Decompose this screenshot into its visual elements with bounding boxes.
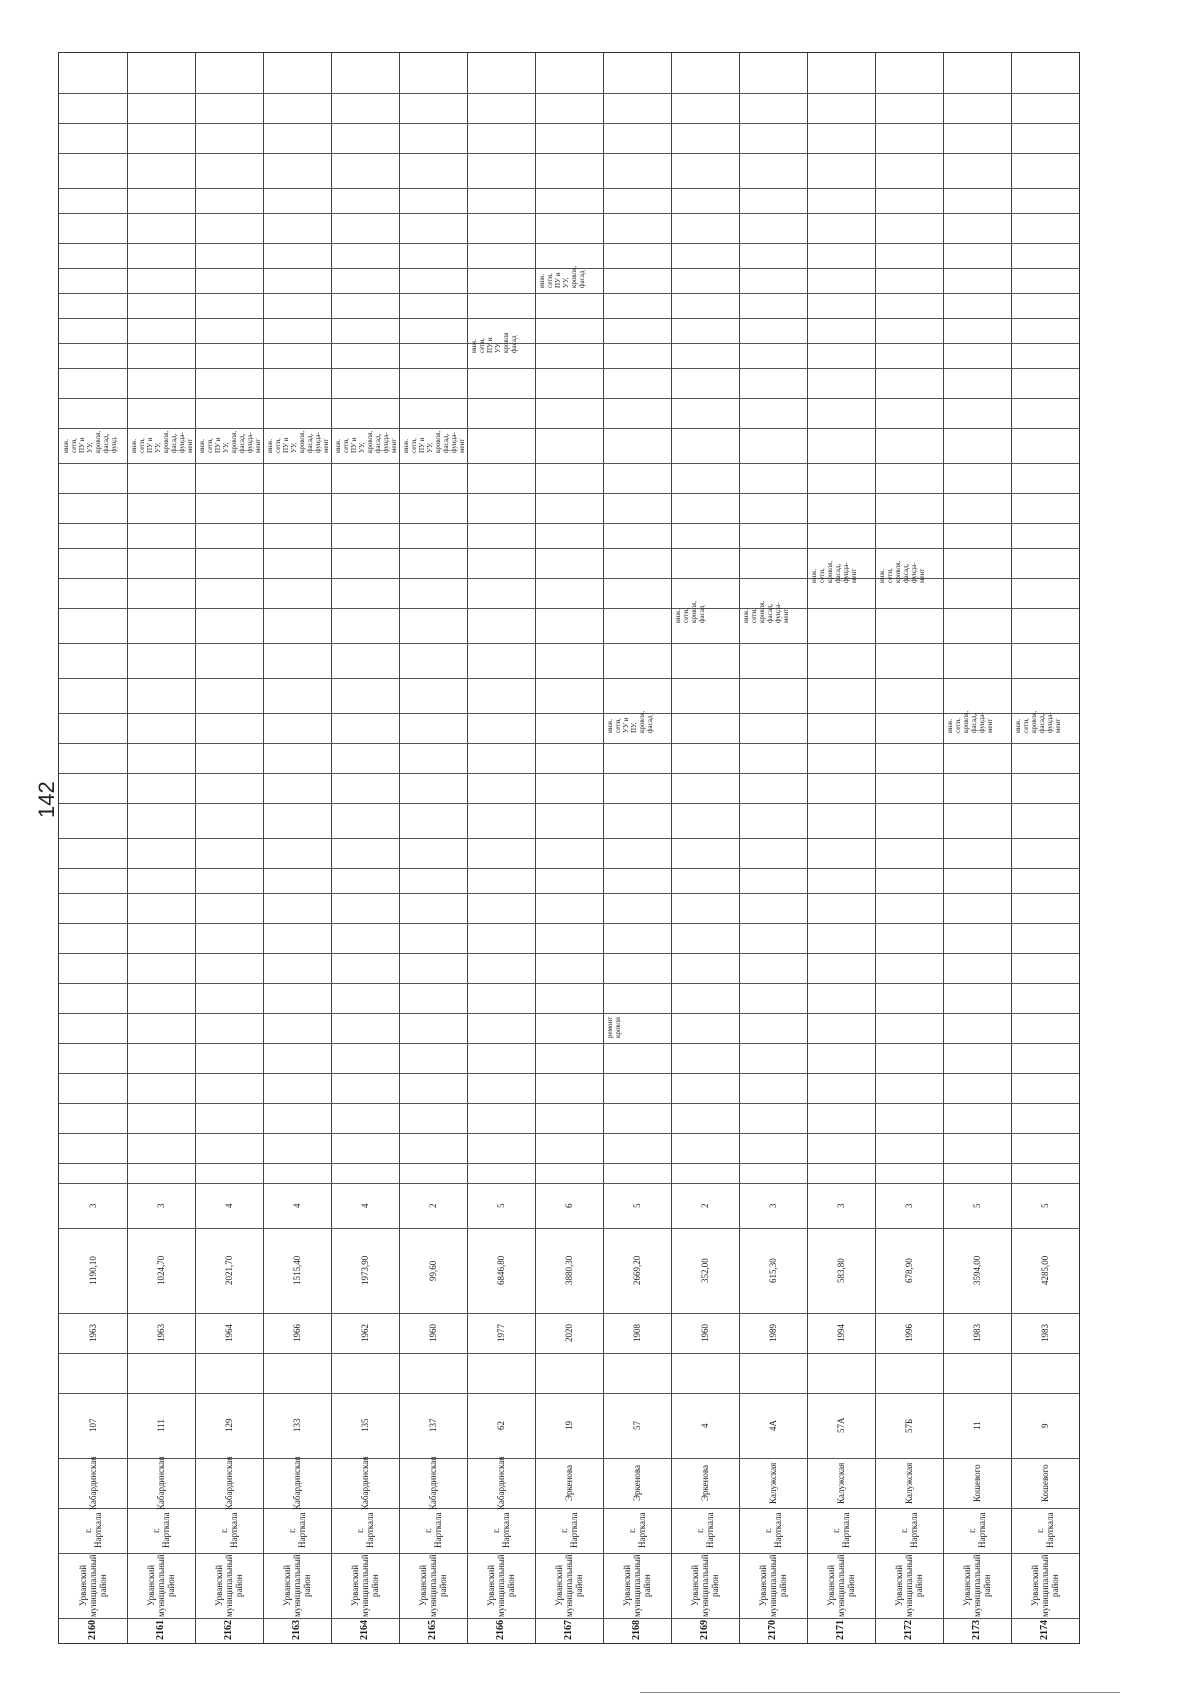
cell-city: г. Нарткала [83,1512,103,1549]
cell-area: 3880,30 [564,1255,574,1286]
repair-schedule-table [58,52,1080,1644]
cell-no: 2173 [971,1620,982,1641]
cell-house: 62 [496,1421,506,1430]
cell-area: 2021,70 [224,1255,234,1286]
cell-year: 1960 [700,1324,710,1342]
work-note: инж. сети, ПУ и УУ, кровля, фасад, фунда- мент [402,430,466,453]
table-grid-line [59,1073,1079,1074]
page-number: 142 [34,781,59,818]
work-note: инж. сети, кровля, фасад, фунда- мент [1014,710,1062,733]
cell-street: Кабардинская [224,1456,234,1510]
table-grid-line [59,803,1079,804]
cell-floors: 5 [972,1203,982,1208]
table-grid-line [59,1013,1079,1014]
cell-city: г. Нарткала [151,1512,171,1549]
cell-year: 1962 [360,1324,370,1342]
cell-year: 1964 [224,1324,234,1342]
cell-house: 133 [292,1418,302,1433]
table-column-divider [807,53,808,1643]
cell-area: 6846,80 [496,1255,506,1286]
cell-city: г. Нарткала [967,1512,987,1549]
cell-street: Кошевого [1040,1464,1050,1502]
cell-year: 2020 [564,1324,574,1342]
bottom-rule [640,1692,1120,1693]
work-note: инж. сети, УУ и ПУ, кровля, фасад [606,710,654,733]
cell-floors: 5 [632,1203,642,1208]
table-column-divider [671,53,672,1643]
cell-floors: 3 [768,1203,778,1208]
cell-street: Кабардинская [292,1456,302,1510]
cell-house: 57А [836,1417,846,1434]
table-column-divider [875,53,876,1643]
table-grid-line [59,1163,1079,1164]
table-grid-line [59,713,1079,714]
cell-floors: 3 [88,1203,98,1208]
table-column-divider [943,53,944,1643]
cell-city: г. Нарткала [899,1512,919,1549]
table-column-divider [739,53,740,1643]
cell-year: 1994 [836,1324,846,1342]
cell-house: 129 [224,1418,234,1433]
table-grid-line [59,293,1079,294]
table-grid-line [59,1353,1079,1354]
cell-district: Урванский муниципальный район [690,1554,720,1617]
cell-area: 99,60 [428,1260,438,1281]
cell-district: Урванский муниципальный район [350,1554,380,1617]
cell-floors: 3 [904,1203,914,1208]
cell-area: 1973,90 [360,1255,370,1286]
cell-year: 1989 [768,1324,778,1342]
cell-district: Урванский муниципальный район [282,1554,312,1617]
cell-city: г. Нарткала [1035,1512,1055,1549]
table-column-divider [127,53,128,1643]
cell-no: 2171 [835,1620,846,1641]
cell-city: г. Нарткала [627,1512,647,1549]
table-grid-line [59,923,1079,924]
cell-city: г. Нарткала [287,1512,307,1549]
cell-floors: 6 [564,1203,574,1208]
cell-street: Эркенова [564,1464,574,1502]
work-note: ремонт кровли [606,1016,622,1038]
cell-street: Кабардинская [88,1456,98,1510]
table-grid-line [59,93,1079,94]
cell-house: 19 [564,1421,574,1430]
work-note: инж. сети, кровля, фасад, фунда- мент [878,560,926,583]
cell-year: 1908 [632,1324,642,1342]
table-column-divider [195,53,196,1643]
work-note: инж. сети, кровля, фасад [674,600,706,623]
cell-no: 2165 [427,1620,438,1641]
cell-street: Калужская [836,1462,846,1504]
cell-street: Кабардинская [496,1456,506,1510]
cell-district: Урванский муниципальный район [554,1554,584,1617]
cell-year: 1966 [292,1324,302,1342]
table-column-divider [467,53,468,1643]
cell-area: 2669,20 [632,1255,642,1286]
cell-floors: 4 [292,1203,302,1208]
work-note: инж. сети, ПУ и УУ, кровля, фасад, фунда- мент [266,430,330,453]
table-column-divider [535,53,536,1643]
work-note: инж. сети, кровля, фасад, фунда- мент [742,600,790,623]
table-grid-line [59,188,1079,189]
cell-city: г. Нарткала [491,1512,511,1549]
cell-district: Урванский муниципальный район [146,1554,176,1617]
table-column-divider [263,53,264,1643]
table-column-divider [399,53,400,1643]
cell-city: г. Нарткала [695,1512,715,1549]
cell-street: Кабардинская [156,1456,166,1510]
table-grid-line [59,983,1079,984]
cell-street: Кошевого [972,1464,982,1502]
table-grid-line [59,1133,1079,1134]
cell-area: 678,90 [904,1258,914,1283]
cell-city: г. Нарткала [355,1512,375,1549]
cell-no: 2168 [631,1620,642,1641]
cell-house: 111 [156,1419,166,1432]
cell-no: 2160 [87,1620,98,1641]
work-note: инж. сети, ПУ и УУ, кровля, фасад, фунда- мент [130,430,194,453]
work-note: инж. сети, кровля, фасад, фунда- мент [946,710,994,733]
cell-floors: 5 [496,1203,506,1208]
table-grid-line [59,953,1079,954]
table-grid-line [59,1103,1079,1104]
cell-district: Урванский муниципальный район [1030,1554,1060,1617]
cell-street: Калужская [904,1462,914,1504]
cell-district: Урванский муниципальный район [758,1554,788,1617]
cell-house: 11 [972,1421,982,1430]
work-note: инж. сети, ПУ и УУ, кровля, фасад, фунда- мент [334,430,398,453]
cell-area: 583,80 [836,1258,846,1283]
work-note: инж. сети, ПУ и УУ, кровля, фасад, фунд. [62,430,118,453]
cell-district: Урванский муниципальный район [894,1554,924,1617]
cell-area: 1190,10 [88,1256,98,1285]
cell-area: 4285,00 [1040,1255,1050,1286]
cell-house: 4А [768,1420,778,1431]
cell-city: г. Нарткала [423,1512,443,1549]
cell-area: 3594,00 [972,1255,982,1286]
work-note: инж. сети, кровля, фасад, фунда- мент [810,560,858,583]
cell-city: г. Нарткала [559,1512,579,1549]
table-grid-line [59,153,1079,154]
table-grid-line [59,123,1079,124]
cell-year: 1963 [156,1324,166,1342]
cell-floors: 4 [224,1203,234,1208]
cell-no: 2166 [495,1620,506,1641]
cell-year: 1960 [428,1324,438,1342]
cell-area: 1515,40 [292,1255,302,1286]
cell-city: г. Нарткала [219,1512,239,1549]
work-note: инж. сети, ПУ и УУ, кровля, фасад, фунда- мент [198,430,262,453]
table-grid-line [59,1043,1079,1044]
cell-area: 352,00 [700,1258,710,1283]
cell-district: Урванский муниципальный район [214,1554,244,1617]
cell-no: 2167 [563,1620,574,1641]
table-grid-line [59,743,1079,744]
cell-floors: 4 [360,1203,370,1208]
cell-district: Урванский муниципальный район [962,1554,992,1617]
cell-year: 1983 [1040,1324,1050,1342]
table-grid-line [59,343,1079,344]
cell-no: 2170 [767,1620,778,1641]
cell-no: 2164 [359,1620,370,1641]
cell-street: Кабардинская [428,1456,438,1510]
cell-no: 2163 [291,1620,302,1641]
cell-district: Урванский муниципальный район [826,1554,856,1617]
work-note: инж. сети, ПУ и УУ, кровля фасад [470,332,518,353]
cell-floors: 2 [428,1203,438,1208]
cell-no: 2172 [903,1620,914,1641]
cell-area: 615,30 [768,1258,778,1283]
table-grid-line [59,643,1079,644]
cell-street: Кабардинская [360,1456,370,1510]
cell-street: Эркенова [632,1464,642,1502]
cell-house: 107 [88,1418,98,1433]
cell-city: г. Нарткала [763,1512,783,1549]
cell-year: 1977 [496,1324,506,1342]
cell-floors: 3 [836,1203,846,1208]
table-column-divider [603,53,604,1643]
cell-district: Урванский муниципальный район [78,1554,108,1617]
cell-house: 4 [700,1423,710,1428]
cell-no: 2162 [223,1620,234,1641]
table-column-divider [331,53,332,1643]
table-grid-line [59,463,1079,464]
table-column-divider [1011,53,1012,1643]
cell-district: Урванский муниципальный район [486,1554,516,1617]
cell-house: 137 [428,1418,438,1433]
table-grid-line [59,773,1079,774]
cell-district: Урванский муниципальный район [622,1554,652,1617]
cell-street: Калужская [768,1462,778,1504]
cell-floors: 5 [1040,1203,1050,1208]
cell-house: 135 [360,1418,370,1433]
table-grid-line [59,838,1079,839]
work-note: инж. сети, ПУ и УУ, кровля, фасад [538,265,586,288]
cell-house: 57 [632,1421,642,1430]
cell-no: 2161 [155,1620,166,1641]
cell-floors: 3 [156,1203,166,1208]
table-grid-line [59,213,1079,214]
cell-district: Урванский муниципальный район [418,1554,448,1617]
cell-no: 2169 [699,1620,710,1641]
cell-house: 57Б [904,1418,914,1433]
table-grid-line [59,893,1079,894]
cell-street: Эркенова [700,1464,710,1502]
cell-year: 1963 [88,1324,98,1342]
table-grid-line [59,493,1079,494]
table-grid-line [59,318,1079,319]
cell-house: 9 [1040,1423,1050,1428]
cell-area: 1024,70 [156,1255,166,1286]
table-grid-line [59,868,1079,869]
cell-year: 1996 [904,1324,914,1342]
cell-no: 2174 [1039,1620,1050,1641]
table-grid-line [59,678,1079,679]
cell-year: 1983 [972,1324,982,1342]
cell-city: г. Нарткала [831,1512,851,1549]
table-grid-line [59,608,1079,609]
cell-floors: 2 [700,1203,710,1208]
